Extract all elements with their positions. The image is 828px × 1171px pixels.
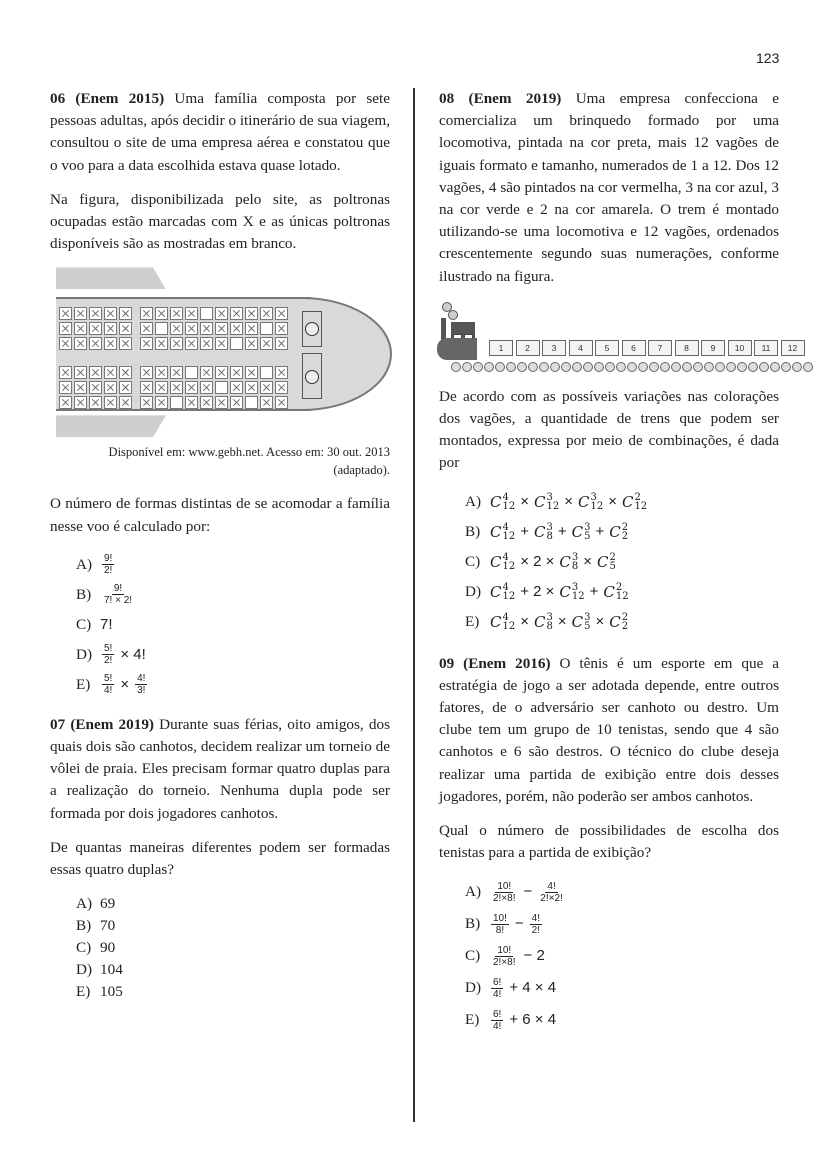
seat-occupied <box>119 366 132 379</box>
q06-option-a[interactable] <box>76 550 390 580</box>
option-value: 90 <box>100 939 116 957</box>
seat-occupied <box>275 366 288 379</box>
locomotive <box>437 314 489 364</box>
seat-occupied <box>74 366 87 379</box>
wagon: 10 <box>728 340 752 356</box>
wheel <box>792 362 802 372</box>
q06-option-c[interactable] <box>76 610 390 640</box>
combination: C 3 8 <box>559 551 579 572</box>
wheel <box>451 362 461 372</box>
seat-occupied <box>155 381 168 394</box>
option-letter: B) <box>76 585 92 603</box>
combination: C 3 12 <box>533 491 560 512</box>
q08-option-e[interactable] <box>465 607 779 637</box>
left-column <box>50 88 390 1003</box>
wheel <box>517 362 527 372</box>
operator: × <box>595 612 605 630</box>
fraction: $\frac{10!}{2!\times 8!}$ <box>493 880 516 904</box>
source-line-1: Disponível em: www.gebh.net. Acesso em: 30 out. 2013 <box>108 445 390 460</box>
wheel <box>539 362 549 372</box>
operator: − <box>514 915 524 933</box>
seat-available <box>155 322 168 335</box>
seat-occupied <box>170 381 183 394</box>
q08-options <box>465 487 779 637</box>
option-value: 69 <box>100 895 116 913</box>
wheel <box>627 362 637 372</box>
wagon: 2 <box>516 340 540 356</box>
combination: C 2 12 <box>621 491 648 512</box>
option-value: 105 <box>100 983 123 1001</box>
wheel <box>594 362 604 372</box>
seat-occupied <box>185 322 198 335</box>
seat-occupied <box>275 307 288 320</box>
wheel <box>616 362 626 372</box>
wheel <box>583 362 593 372</box>
seat-occupied <box>170 322 183 335</box>
wheel <box>649 362 659 372</box>
option-letter: E) <box>465 612 480 630</box>
seat-occupied <box>230 381 243 394</box>
wheel <box>550 362 560 372</box>
combination: C 4 12 <box>490 611 516 632</box>
q08-option-c[interactable] <box>465 547 779 577</box>
wagon: 5 <box>595 340 619 356</box>
seat-occupied <box>104 396 117 409</box>
seat-occupied <box>170 307 183 320</box>
seat-occupied <box>104 381 117 394</box>
operator: + <box>557 522 567 540</box>
airplane-seat-map-figure <box>50 267 390 437</box>
option-suffix: × 4! <box>120 645 146 663</box>
wheel <box>693 362 703 372</box>
fraction: $\frac{10!}{2!\times 8!}$ <box>493 944 516 968</box>
seat-occupied <box>275 396 288 409</box>
seat-occupied <box>140 307 153 320</box>
q09-statement <box>439 653 779 808</box>
wheel <box>462 362 472 372</box>
seat-available <box>260 366 273 379</box>
wagon: 11 <box>754 340 778 356</box>
q08-statement <box>439 88 779 288</box>
combination: C 3 5 <box>571 521 591 542</box>
seat-occupied <box>245 381 258 394</box>
seat-available <box>200 307 213 320</box>
seat-occupied <box>89 307 102 320</box>
option-value: 7! <box>100 615 113 633</box>
seat-occupied <box>185 307 198 320</box>
wagon: 7 <box>648 340 672 356</box>
fraction: $\frac{6!}{4!}$ <box>493 1008 502 1032</box>
wheel <box>561 362 571 372</box>
wheel <box>737 362 747 372</box>
seat-occupied <box>104 337 117 350</box>
seat-occupied <box>74 322 87 335</box>
fraction: $\frac{10!}{8!}$ <box>493 912 507 936</box>
combination: C 2 5 <box>597 551 616 572</box>
seat-occupied <box>155 396 168 409</box>
galley-top <box>302 311 322 347</box>
q07-text: Durante suas férias, oito amigos, dos quais dois são canhotos, decidem realizar um torneio de vôlei de praia. Eles precisam formar quatro duplas para a realização do torneio. Nenhuma dupla pode ser formada por dois jogadores canhotos. <box>50 715 390 822</box>
seat-occupied <box>200 337 213 350</box>
fraction: $\frac{5!}{2!}$ <box>104 643 113 667</box>
operator: + <box>589 582 599 600</box>
q09-options <box>465 876 779 1036</box>
q08-option-d[interactable] <box>465 577 779 607</box>
operator: × <box>520 492 529 510</box>
seat-block-front <box>140 307 288 409</box>
right-column <box>439 88 798 1036</box>
seat-occupied <box>74 337 87 350</box>
option-letter: A) <box>465 492 482 510</box>
q09-prompt: Qual o número de possibilidades de escolha dos tenistas para a partida de exibição? <box>439 822 779 862</box>
q09-label: 09 (Enem 2016) <box>439 654 551 672</box>
seat-occupied <box>119 307 132 320</box>
source-line-2: (adaptado). <box>333 463 390 478</box>
seat-occupied <box>185 337 198 350</box>
q09-option-c[interactable] <box>465 940 779 972</box>
q06-label: 06 (Enem 2015) <box>50 90 165 107</box>
question-07 <box>50 714 390 1003</box>
q06-options <box>76 550 390 700</box>
option-letter: C) <box>76 939 92 957</box>
seat-available <box>170 396 183 409</box>
fraction: $\frac{9!}{2!}$ <box>104 553 113 577</box>
combination: C 2 12 <box>603 581 629 602</box>
seat-occupied <box>260 381 273 394</box>
seat-occupied <box>89 396 102 409</box>
option-letter: D) <box>76 645 93 663</box>
seat-occupied <box>89 337 102 350</box>
option-letter: A) <box>76 895 93 913</box>
q06-text: Uma família composta por sete pessoas adultas, após decidir o itinerário de sua viagem, consultou o site de uma empresa aérea e constatou que o voo para a data escolhida estava quase lotado. <box>50 90 390 174</box>
question-09 <box>439 653 779 1037</box>
seat-occupied <box>215 396 228 409</box>
fraction: $\frac{4!}{2!\times 2!}$ <box>540 880 563 904</box>
combination: C 3 8 <box>533 611 553 632</box>
wheel <box>770 362 780 372</box>
wheel <box>759 362 769 372</box>
smoke-icon <box>448 310 458 320</box>
q07-option-e[interactable] <box>76 981 390 1003</box>
seat-occupied <box>215 322 228 335</box>
lavatory-icon <box>305 322 319 336</box>
option-letter: E) <box>76 675 91 693</box>
seat-occupied <box>59 307 72 320</box>
q08-label: 08 (Enem 2019) <box>439 90 562 107</box>
wagon: 1 <box>489 340 513 356</box>
combination: C 2 2 <box>609 521 629 542</box>
seat-occupied <box>155 307 168 320</box>
lavatory-icon <box>305 370 319 384</box>
seat-occupied <box>275 322 288 335</box>
seat-occupied <box>200 396 213 409</box>
option-letter: C) <box>465 552 481 570</box>
option-suffix: − 2 <box>523 947 545 965</box>
wheel <box>726 362 736 372</box>
question-06 <box>50 88 390 700</box>
q07-label: 07 (Enem 2019) <box>50 715 154 733</box>
q09-option-e[interactable] <box>465 1004 779 1036</box>
option-letter: D) <box>465 582 482 600</box>
combination: C 3 12 <box>559 581 585 602</box>
option-letter: D) <box>76 961 93 979</box>
option-letter: E) <box>465 1011 480 1029</box>
seat-occupied <box>74 381 87 394</box>
seat-occupied <box>155 337 168 350</box>
seat-available <box>260 322 273 335</box>
q08-option-a[interactable] <box>465 487 779 517</box>
fraction: $\frac{4!}{2!}$ <box>531 912 541 936</box>
option-suffix: + 6 × 4 <box>509 1011 557 1029</box>
seat-occupied <box>230 307 243 320</box>
q06-option-b[interactable] <box>76 580 390 610</box>
wing-bottom <box>56 415 166 437</box>
combination: C 4 12 <box>490 521 516 542</box>
fraction: $\frac{9!}{7! \times 2!}$ <box>104 583 133 607</box>
wing-top <box>56 267 166 289</box>
q06-source <box>50 443 390 479</box>
wheel <box>715 362 725 372</box>
seat-occupied <box>260 307 273 320</box>
q07-option-b[interactable] <box>76 915 390 937</box>
wagons <box>489 340 807 356</box>
seat-available <box>245 396 258 409</box>
operator: × 2 × <box>520 552 555 570</box>
wheel <box>682 362 692 372</box>
seat-occupied <box>119 337 132 350</box>
seat-occupied <box>260 396 273 409</box>
seat-occupied <box>230 366 243 379</box>
option-letter: B) <box>465 522 481 540</box>
wagon: 3 <box>542 340 566 356</box>
seat-occupied <box>59 337 72 350</box>
wheel <box>473 362 483 372</box>
operator: − <box>523 883 533 901</box>
fraction: $\frac{6!}{4!}$ <box>493 976 502 1000</box>
seat-occupied <box>140 337 153 350</box>
option-value: 70 <box>100 917 116 935</box>
option-letter: A) <box>76 555 93 573</box>
seat-occupied <box>119 322 132 335</box>
wheel <box>781 362 791 372</box>
fraction: $\frac{4!}{3!}$ <box>137 673 146 697</box>
seat-occupied <box>89 381 102 394</box>
option-suffix: + 4 × 4 <box>509 979 557 997</box>
seat-occupied <box>59 381 72 394</box>
seat-occupied <box>245 337 258 350</box>
combination: C 2 2 <box>609 611 629 632</box>
option-letter: D) <box>465 979 482 997</box>
seat-available <box>230 337 243 350</box>
seat-occupied <box>74 307 87 320</box>
seat-occupied <box>185 396 198 409</box>
wagon: 12 <box>781 340 805 356</box>
seat-occupied <box>245 366 258 379</box>
q06-text2: Na figura, disponibilizada pelo site, as poltronas ocupadas estão marcadas com X e as únicas poltronas disponíveis são as mostradas em branco. <box>50 190 390 253</box>
seat-available <box>185 366 198 379</box>
seat-occupied <box>59 322 72 335</box>
q07-statement <box>50 714 390 825</box>
seat-occupied <box>245 322 258 335</box>
seat-occupied <box>59 396 72 409</box>
operator: + 2 × <box>520 582 555 600</box>
boiler <box>437 338 477 360</box>
wheel <box>495 362 505 372</box>
operator: × <box>557 612 567 630</box>
seat-occupied <box>74 396 87 409</box>
seat-occupied <box>260 337 273 350</box>
q09-option-a[interactable] <box>465 876 779 908</box>
combination: C 4 12 <box>490 491 516 512</box>
operator: × <box>520 612 529 630</box>
wheel <box>671 362 681 372</box>
wheel <box>605 362 615 372</box>
operator: + <box>595 522 605 540</box>
seat-occupied <box>275 381 288 394</box>
seat-occupied <box>170 337 183 350</box>
option-value: 104 <box>100 961 123 979</box>
seat-occupied <box>215 337 228 350</box>
wheel <box>748 362 758 372</box>
q08-prompt: De acordo com as possíveis variações nas colorações dos vagões, a quantidade de trens que podem ser montados, expressa por meio de combinações, é dada por <box>439 387 779 472</box>
galley-bottom <box>302 353 322 399</box>
operator: × <box>608 492 617 510</box>
seat-occupied <box>140 366 153 379</box>
seat-occupied <box>89 366 102 379</box>
seat-occupied <box>170 366 183 379</box>
option-letter: A) <box>465 883 482 901</box>
wagon: 9 <box>701 340 725 356</box>
combination: C 3 12 <box>577 491 604 512</box>
combination: C 4 12 <box>490 581 516 602</box>
seat-occupied <box>119 396 132 409</box>
q07-options <box>76 893 390 1003</box>
q09-option-d[interactable] <box>465 972 779 1004</box>
operator: × <box>120 675 130 693</box>
option-letter: B) <box>465 915 481 933</box>
seat-occupied <box>200 366 213 379</box>
q06-option-d[interactable] <box>76 640 390 670</box>
seat-occupied <box>215 307 228 320</box>
seat-occupied <box>104 307 117 320</box>
seat-occupied <box>215 366 228 379</box>
q09-text: O tênis é um esporte em que a estratégia de jogo a ser adotada depende, entre outros fatores, de o adversário ser canhoto ou destro. Um clube tem um grupo de 10 tenistas, sendo que 4 são canhotos e 6 são destros. O técnico do clube deseja realizar uma partida de exibição entre dois desses jogadores, porém, não poderão ser ambos canhotos. <box>439 654 779 805</box>
fraction: $\frac{5!}{4!}$ <box>104 673 113 697</box>
q06-prompt: O número de formas distintas de se acomodar a família nesse voo é calculado por: <box>50 495 390 535</box>
wheel <box>528 362 538 372</box>
wheel <box>704 362 714 372</box>
wheel <box>572 362 582 372</box>
q09-option-b[interactable] <box>465 908 779 940</box>
question-08 <box>439 88 798 637</box>
seat-occupied <box>275 337 288 350</box>
wagon: 8 <box>675 340 699 356</box>
wagon: 6 <box>622 340 646 356</box>
option-letter: E) <box>76 983 91 1001</box>
option-letter: C) <box>76 615 92 633</box>
wheels <box>451 362 813 372</box>
q06-option-e[interactable] <box>76 670 390 700</box>
option-letter: B) <box>76 917 92 935</box>
q06-statement <box>50 88 390 177</box>
page-number: 123 <box>756 50 780 66</box>
combination: C 3 8 <box>533 521 553 542</box>
column-divider <box>413 88 415 1122</box>
option-letter: C) <box>465 947 481 965</box>
seat-available <box>215 381 228 394</box>
seat-occupied <box>155 366 168 379</box>
seat-occupied <box>185 381 198 394</box>
seat-occupied <box>89 322 102 335</box>
wagon: 4 <box>569 340 593 356</box>
seat-occupied <box>140 396 153 409</box>
wheel <box>638 362 648 372</box>
operator: × <box>564 492 573 510</box>
operator: + <box>520 522 529 540</box>
wheel <box>484 362 494 372</box>
q08-text: Uma empresa confecciona e comercializa um brinquedo formado por uma locomotiva, pintada na cor preta, mais 12 vagões de iguais formato e tamanho, numerados de 1 a 12. Dos 12 vagões, 4 são pintados na cor vermelha, 3 na cor azul, 3 na cor verde e 2 na cor amarela. O trem é montado utilizando-se uma locomotiva e 12 vagões, ordenados crescentemente segundo suas numerações, conforme ilustrado na figura. <box>439 90 779 285</box>
combination: C 3 5 <box>571 611 591 632</box>
q07-option-a[interactable] <box>76 893 390 915</box>
smokestack <box>441 318 446 340</box>
seat-occupied <box>230 322 243 335</box>
seat-occupied <box>104 366 117 379</box>
wheel <box>660 362 670 372</box>
q08-option-b[interactable] <box>465 517 779 547</box>
operator: × <box>583 552 593 570</box>
seat-occupied <box>200 381 213 394</box>
seat-occupied <box>140 322 153 335</box>
seat-occupied <box>104 322 117 335</box>
seat-block-rear <box>59 307 132 409</box>
seat-occupied <box>230 396 243 409</box>
seat-occupied <box>200 322 213 335</box>
seat-occupied <box>245 307 258 320</box>
combination: C 4 12 <box>490 551 516 572</box>
wheel <box>803 362 813 372</box>
seat-occupied <box>140 381 153 394</box>
wheel <box>506 362 516 372</box>
q07-prompt: De quantas maneiras diferentes podem ser formadas essas quatro duplas? <box>50 838 390 879</box>
seat-occupied <box>59 366 72 379</box>
train-figure <box>437 300 798 370</box>
seat-occupied <box>119 381 132 394</box>
q07-option-c[interactable] <box>76 937 390 959</box>
q07-option-d[interactable] <box>76 959 390 981</box>
